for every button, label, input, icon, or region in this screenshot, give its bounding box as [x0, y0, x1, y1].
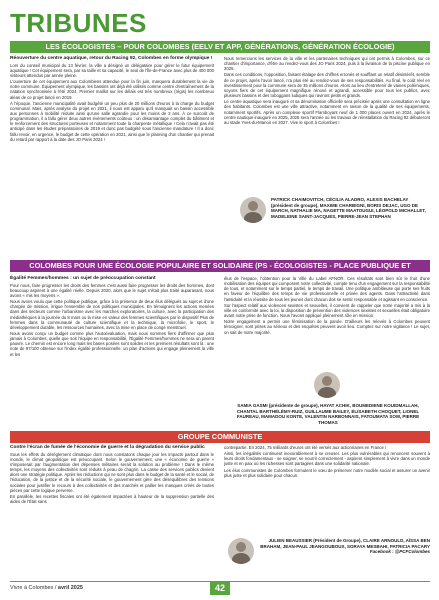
- group-photo: [314, 372, 340, 398]
- page-title-bar: [10, 7, 430, 39]
- communiste-right-p1: contrepartie. En 2024, 75 milliards d'euros ont été versés aux actionnaires en France !: [224, 445, 387, 450]
- communiste-left-p1: Sous les effets du dérèglement climatique dont nous constatons chaque jour les impacts partout dans le monde, le climat géopolitique est préoccupant. Selon le gouvernement, une « économie de guerre » s'imposerait par l'augmentation des dépenses militaires serait la solution au problème ! Dans le même temps, les moyens des collectivités sont réduits à peau de chagrin. La casse des services publics devient alors une stratégie politique. Après les réductions qui ne sont plus dans le budget de la santé et le social, de l'éducation, de la justice et de la sécurité sociale, le gouvernement gère des déséquilibres des tensions sociales pour justifier le recours à des collectivités et des marchés et pallier les manques créés de toutes pièces par cette logique perverse.: [10, 451, 214, 493]
- ecologie-populaire-left-p3: Nous avons conçu un budget comme plus l'autoévaluation, mais nous sommes fiers d'affirmer que plus jamais à Colombes, quelle que soit l'équipe en responsabilité, l'Égalité Femmes/hommes ne sera un parent pauvre. Le chemin est encore long mais les bases posées sont solides et les premiers résultats sont là : une note de 97/100 obtenue sur l'index égalité professionnelle, un plan d'actions qui engage pleinement la ville et les: [10, 331, 214, 357]
- communiste-left-p2: En parallèle, les recettes fiscales ont été également impactées à hauteur de la suppression partielle des aides de l'État sans: [10, 493, 214, 504]
- page-number: 42: [210, 582, 230, 595]
- communiste-left-column: [10, 445, 214, 505]
- page-footer: [10, 581, 430, 595]
- ecologistes-left-column: [10, 56, 214, 143]
- ecologistes-right-p2: Dans ces conditions, l'opposition, faisant étalage des chiffres erronés et soufflant un relatif désintérêt, semble de ce projet, après l'avoir lancé, n'a plus été au rendez-vous de ses responsabilités. Au final, le coût réel en investissement pour la commune sera de 35 millions d'euros. Alors au lieu d'entretenir de vaines polémiques, soyons fiers de cet équipement magnifique rénové et agrandi, accessible pour tous les publics, avec plusieurs bassins et des toboggans ludiques qui raviront petits et grands.: [224, 72, 430, 99]
- ecologistes-lead: Réouverture du centre aquatique, retour du Racing 92, Colombes en forme olympique !: [10, 56, 213, 61]
- ecologie-populaire-left-p2: Nous avons voulu que cette politique publique, grâce à la présence de deux élus délégués au sujet et d'une chargée de mission, irrigue l'ensemble de nos politiques municipales. En témoignent les actions menées dans des secteurs comme l'urbanisme avec les marches exploratoires, la culture, avec la participation des médiathèques à la journée du 8 mars ou la mise en valeur des femmes scientifiques par le dispositif Plus de femmes dans la communauté de culture scientifique et la technique, la microfolie, le sport, le développement durable, les ressources humaines, avec la mise en place de congé menstruel.: [10, 299, 214, 330]
- ecologistes-left-p2: L'ouverture de cet équipement aux Colombiens attendue pour la fin juin, marquera durablement la vie de notre commune. Équipement olympique, les bassins ont déjà été utilisés comme centre d'entraînement de la natation synchronisée à l'été 2024. Premier maillot sur les délais est très nombreux (régis) les nombreux aléas de ce projet lancé en 2019.: [10, 79, 214, 100]
- ecologie-populaire-lead: Égalité Femmes/hommes : un sujet de préoccupation constant: [10, 276, 156, 281]
- section-header-communiste: GROUPE COMMUNISTE: [10, 431, 430, 443]
- ecologie-populaire-right-column: [224, 276, 430, 336]
- communiste-right-p2: Ainsi, les inégalités continuent inexorablement à se creuser. Les plus vulnérables qui renoncent souvent à leurs droits fondamentaux - se soigner, se nourrir correctement - aspirent simplement à vivre dans un monde juste et en paix où les richesses sont partagées dans une solidarité nationale.: [224, 451, 430, 467]
- footer-magazine-name: Vivre à Colombes: [10, 585, 54, 591]
- page-title: TRIBUNES: [10, 8, 147, 38]
- communiste-signature-wrap: [259, 538, 430, 555]
- ecologistes-right-column: [224, 56, 430, 126]
- ecologistes-left-p1: Lors du conseil municipal du 13 février, la ville a désigné un délégataire pour gérer le futur équipement aquatique ! Cet équipement sera, par sa taille et sa capacité, le seul de l'Île-de-France avec plus de 400 000 visiteurs attendus par année pleine.: [10, 62, 214, 78]
- ecologistes-left-p3: À l'époque, l'ancienne municipalité avait budgété un peu plus de 20 millions d'euros à la charge du budget communal. Mais, après analyse du projet en 2021, il nous est apparu qu'il manquait un bassin accessible aux personnes à mobilité réduite ainsi qu'une salle agrandie pour les moins de 3 ans. À ce surcoût de programmation, il a fallu gérer deux autres évènements coûteux : un désamiantage complet du bâtiment et le renforcement des structures porteuses et notamment toute la charpente métallique ! Cela n'avait pas été anticipé dans les études préparatoires de 2019 et donc pas budgété sous l'ancienne mandature ! Il a donc fallu revoir, en urgence, le budget de cette opération en 2021, ainsi que le planning d'un chantier qui prenait du retard par rapport à la date des JO Paris 2024 !: [10, 100, 214, 142]
- ecologistes-signature: PATRICK CHAIMOVITCH, CÉCILIA ALADRO, ALEXIS BACHELAY (président de groupe), MAXIME CHARBIGNI, BORIS DEJAC, UGO DE MARCH, NATHALIE MA, NAGETTE MAATOUGUI, LÉOPOLD MICHALLET, MADELEINE SAINT-JACQUES, PIERRE-JEAN STEPHAN: [271, 197, 426, 219]
- footer-issue: avril 2025: [57, 585, 83, 591]
- ecologie-populaire-signature: SAMIA GASMI (présidente de groupe), HAYAT ACHIK, BOUMEDIENE KOUIDMALLAH, CHANTAL BARTHÉLÉMY-RUIZ, GUILLAUME BAILEY, ÉLISABETH CHOQUET, LIONEL FAUREAU, MAMADOU KONTE, VALENTIN NARBONNAIS, FATOUMATA SOW, PIERRE THOMAS: [236, 403, 420, 425]
- communiste-right-column: [224, 445, 430, 479]
- communiste-facebook[interactable]: Facebook : @PCFColombes: [369, 549, 430, 555]
- ecologistes-right-p3: Le centre aquatique sera inauguré et sa dénomination officielle sera précisée après une consultation en ligne des habitants. Colombes est une ville attractive, notamment en raison de la qualité de ses équipements, notamment sportifs. Après un complexe sportif Flamboyant neuf de 1 000 places ouvert en 2024, après le centre nautique inauguré en 2025, 2026 sera l'année où les travaux de réinstallation du Racing 92 débuteront au stade Yves-du-Manoir en 2027. Vive le sport à Colombes !: [224, 99, 430, 125]
- ecologistes-signature-block: [240, 197, 430, 223]
- communiste-signature-block: [228, 538, 430, 564]
- ecologie-populaire-right-p1: élus de l'espace, l'obtention pour la Ville du Label AFNOR. Ces résultats sont bien sûr le fruit d'une mobilisation des équipes qui composent notre collectivité, compte tenu d'un engagement sur la responsabilité de tous, et notamment sur le temps partiel, le temps de travail. Une politique ambitieuse qui porte ses fruits en faveur de l'équilibre des temps de vie professionnelle et privée des agents. Dans l'attractivité dans l'assiduité et la réussite de tous les jeunes dont chacun doit se sentir responsable et agissant en conscience.: [224, 276, 430, 302]
- ecologie-populaire-right-p2: Sur l'aspect relatif aux violences sexistes et sexuelles, il convient de rappeler que notre majorité a mis à la ville en conformité avec la loi, la disposition de prévention des violences sexistes et sexuelles était obligatoire avant notre prise de fonction. Nous l'avons appliqué pleinement rôle en mission.: [224, 302, 430, 319]
- ecologie-populaire-right-p3: Notre engagement a permis une féminisation de la parole. D'ailleurs les relevés à Colombes peuvent témoigner, sont prises au sérieux et des enquêtes peuvent avoir lieu. Comptez sur notre vigilance ! Le sujet, on sait de notre majorité.: [224, 319, 430, 335]
- communiste-lead: Contre l'écran de fumée de l'économie de guerre et la dégradation du service public: [10, 445, 205, 450]
- section-header-ecologie-populaire: COLOMBES POUR UNE ÉCOLOGIE POPULAIRE ET SOLIDAIRE (PS - ÉCOLOGISTES - PLACE PUBLIQUE ET CITOYENS): [10, 260, 430, 272]
- section-header-ecologistes: LES ÉCOLOGISTES – POUR COLOMBES (EELV ET APP, GÉNÉRATIONS, GÉNÉRATION ÉCOLOGIE): [10, 41, 430, 53]
- footer-publication: Vivre à Colombes / avril 2025: [10, 585, 83, 591]
- ecologie-populaire-left-column: [10, 276, 214, 358]
- group-photo: [240, 197, 266, 223]
- communiste-signature: JULIEN BEAUSSIER (Président de Groupe), CLAIRE ARNOULD, AÏSSA BEN BRAHAM, JEAN-PAUL JEANGOUBOUX, SORAYA MESBAHI, PATRICIA PACARY: [260, 538, 430, 549]
- ecologistes-right-p1: Nous remercions les services de la ville et les partenaires techniques qui ont permis à Colombes, sur ce chantier d'importance, d'être au rendez-vous des JO Paris 2024, puis à la livraison de la piscine publique en 2025.: [224, 56, 430, 72]
- group-photo: [228, 538, 254, 564]
- communiste-right-p3: Les élus communistes de Colombes formulent le vœu de préserver notre modèle social et assurer un avenir plus juste et plus solidaire pour chacun.: [224, 467, 430, 478]
- ecologie-populaire-left-p1: Pour nous, faire progresser les droits des femmes c'est aussi faire progresser les droits des hommes, dont beaucoup aspirent à une égalité réelle. Depuis 2020, alors que le sujet n'était plus traité auparavant, nous avons « mis les moyens ».: [10, 282, 214, 298]
